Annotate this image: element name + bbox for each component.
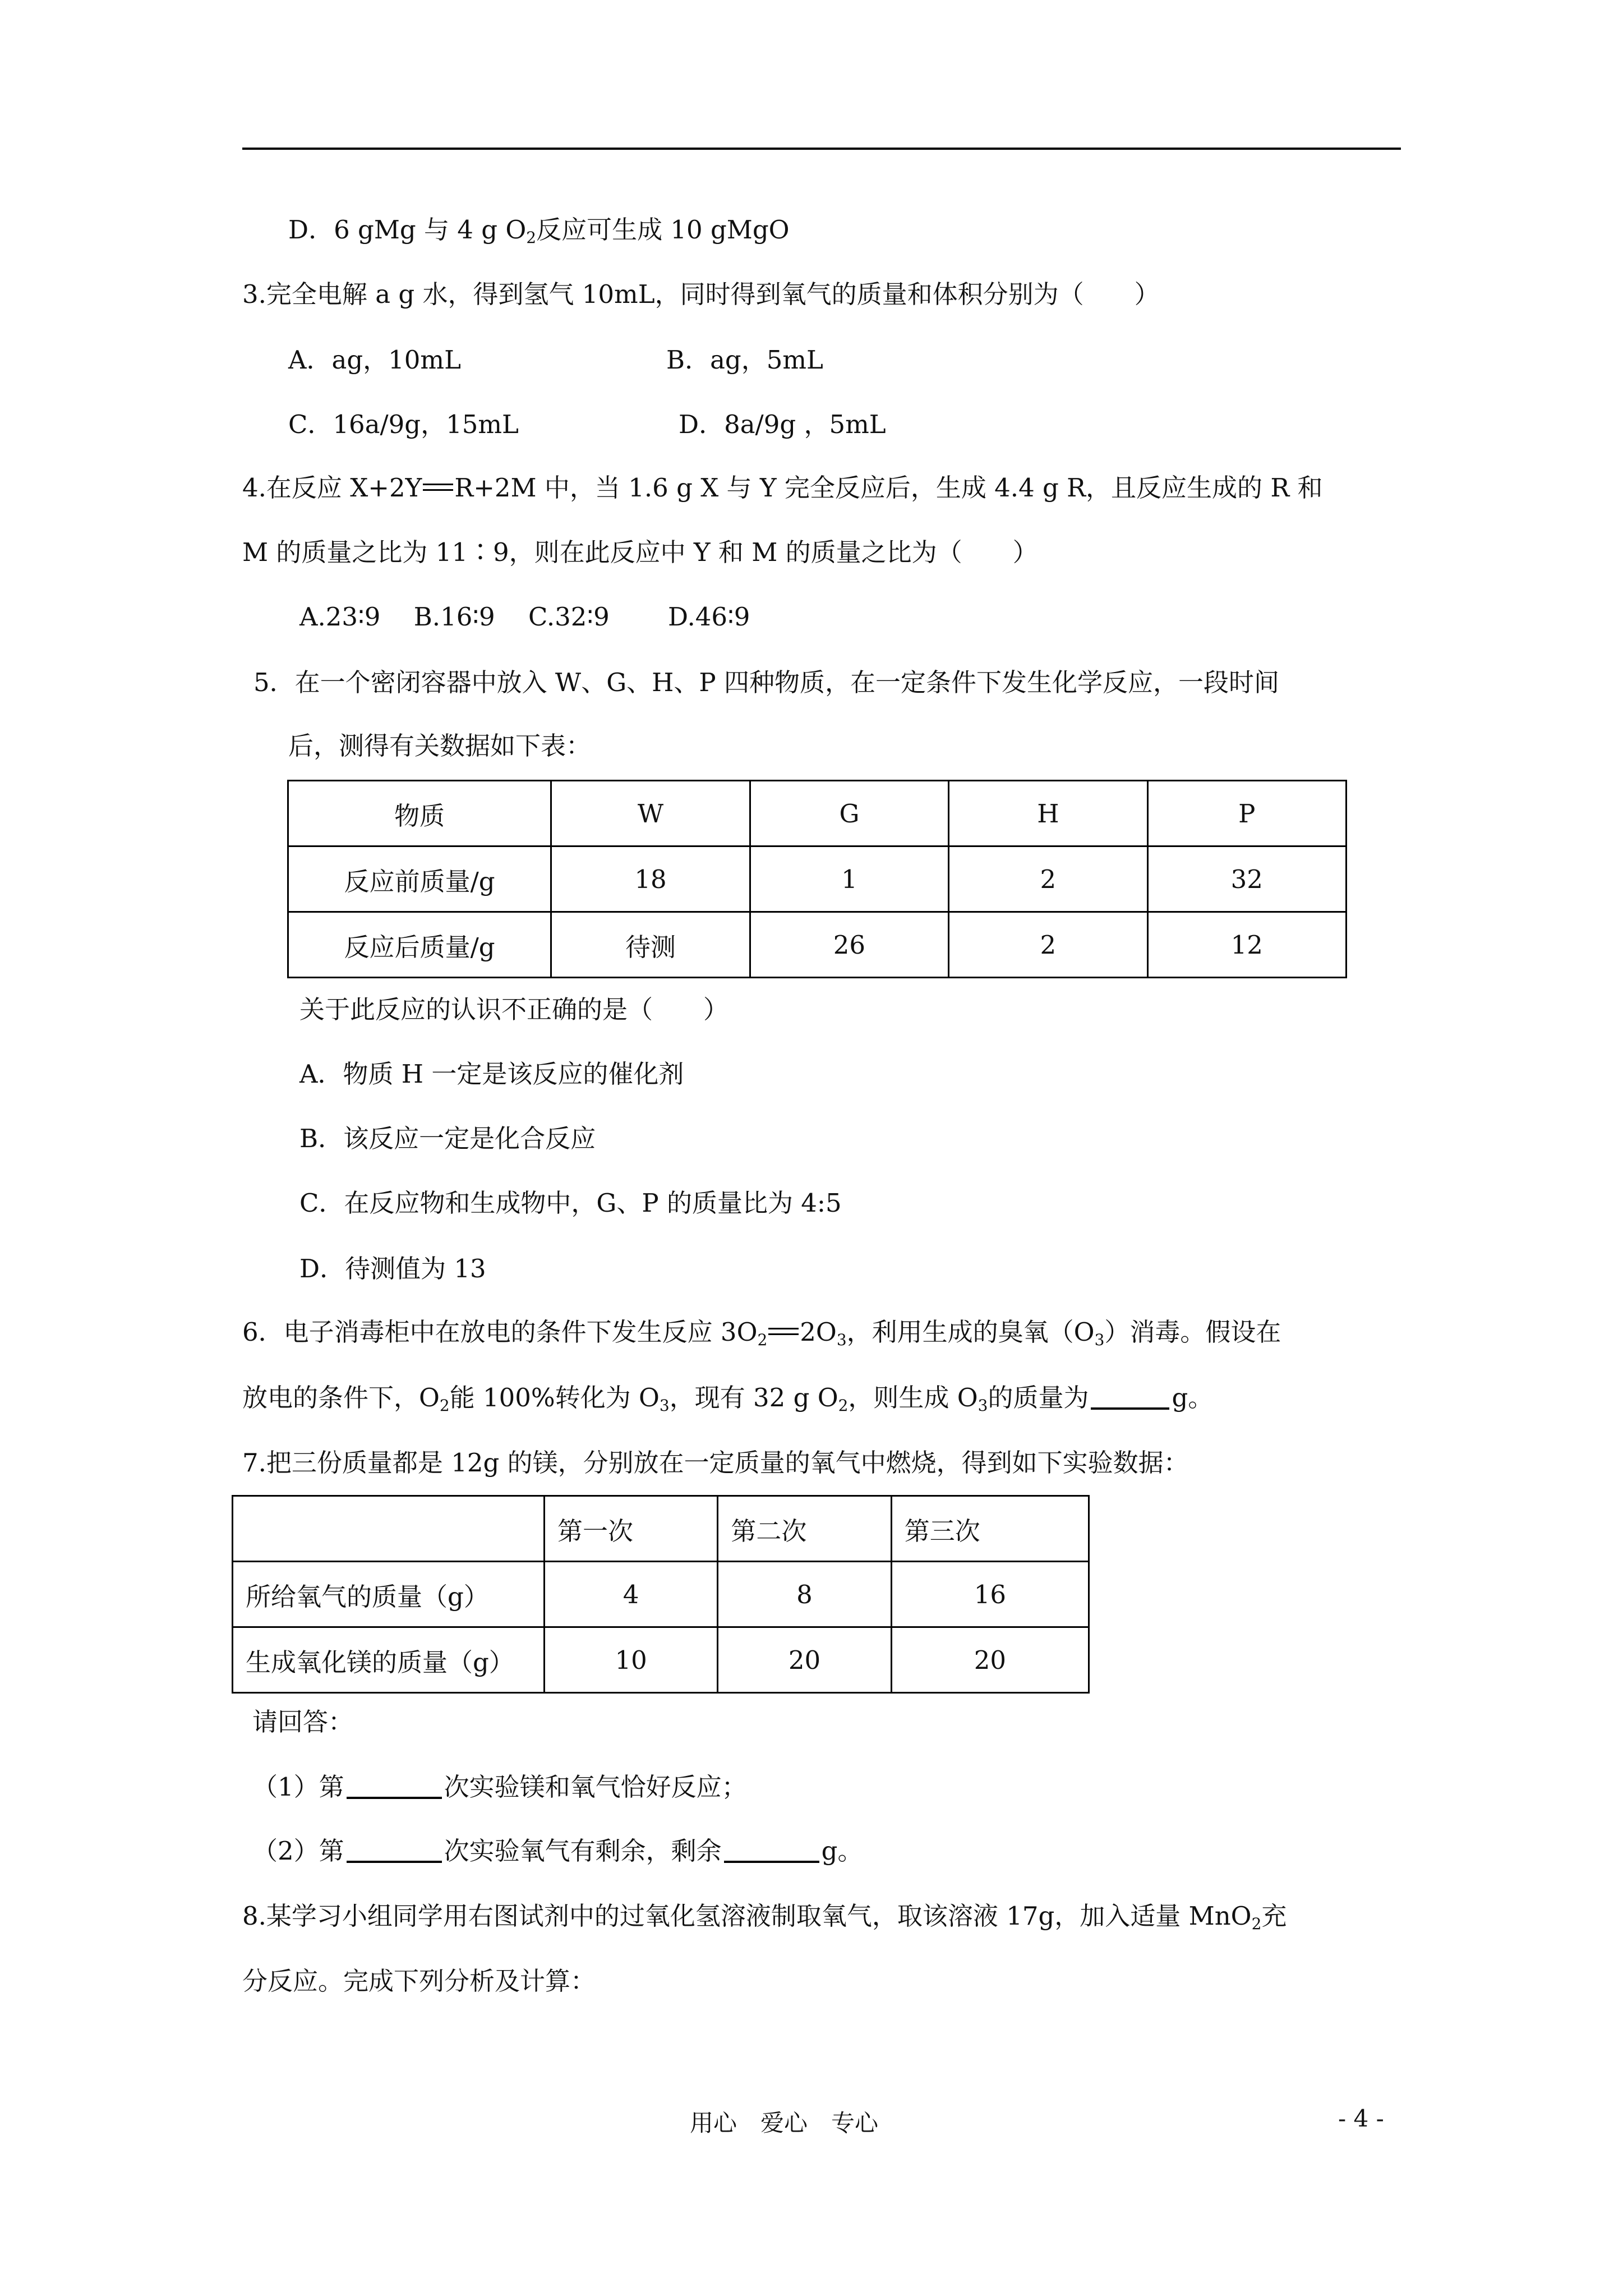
q7-table-header-row [233,1496,1089,1562]
page-number: - 4 - [1338,2105,1384,2132]
header-rule [242,148,1401,150]
table-cell: 生成氧化镁的质量（g） [233,1627,545,1693]
q6-sub: 2 [757,1331,768,1349]
table-cell: 32 [1147,846,1346,912]
table-cell: 待测 [551,912,750,978]
q7-text: 次实验氧气有剩余，剩余 [444,1836,722,1866]
q7-header-cell [233,1496,545,1562]
q5-table-header-row [288,781,1347,846]
q8-line2: 分反应。完成下列分析及计算： [242,1966,596,1996]
answer-blank[interactable] [724,1836,819,1863]
q6-text: 的质量为 [988,1383,1089,1412]
q3-option-c: C．16a/9g，15mL [288,409,519,439]
table-cell: 18 [551,846,750,912]
q6-line1 [242,1315,1281,1349]
q4-line1 [242,471,1323,505]
table-row [233,1562,1089,1627]
q6-text: 放电的条件下，O [242,1383,440,1412]
q6-text: ）消毒。假设在 [1104,1317,1281,1347]
q8-text: 充 [1261,1901,1287,1931]
table-cell: 反应后质量/g [288,912,551,978]
q5-header-cell: W [551,781,750,846]
q5-ask: 关于此反应的认识不正确的是（ ） [299,995,729,1024]
q5-header-cell: G [750,781,948,846]
q6-sub: 3 [1094,1331,1105,1349]
q8-text: 8.某学习小组同学用右图试剂中的过氧化氢溶液制取氧气，取该溶液 17g，加入适量 MnO [242,1901,1252,1931]
table-cell: 26 [750,912,948,978]
q8-line1 [242,1899,1287,1933]
q4-text-a: 4.在反应 X+2Y [242,473,422,503]
q6-text: 6．电子消毒柜中在放电的条件下发生反应 3O [242,1317,758,1347]
q4-options: A.23∶9 B.16∶9 C.32∶9 D.46∶9 [299,602,750,632]
q6-text: ，利用生成的臭氧（O [846,1317,1095,1347]
q5-line1: 5．在一个密闭容器中放入 W、G、H、P 四种物质，在一定条件下发生化学反应，一段时间 [253,668,1279,697]
table-cell: 12 [1147,912,1346,978]
q5-header-cell: H [949,781,1147,846]
q7-part1 [252,1770,747,1804]
table-cell: 所给氧气的质量（g） [233,1562,545,1627]
q6-text: ，则生成 O [848,1383,978,1412]
q5-option-d: D．待测值为 13 [299,1254,486,1283]
q5-option-b: B．该反应一定是化合反应 [299,1124,596,1153]
q3-option-a: A．ag，10mL [288,345,461,375]
table-cell: 4 [544,1562,717,1627]
q8-sub: 2 [1251,1915,1262,1933]
q6-text: g。 [1172,1383,1214,1412]
q5-option-a: A．物质 H 一定是该反应的催化剂 [299,1059,684,1089]
q7-header-cell: 第三次 [891,1496,1089,1562]
q5-option-c: C．在反应物和生成物中，G、P 的质量比为 4:5 [299,1188,842,1218]
q5-header-cell: P [1147,781,1346,846]
q7-text: 次实验镁和氧气恰好反应； [444,1772,747,1802]
q3-option-b: B．ag，5mL [666,345,823,375]
footer-motto: 用心 爱心 专心 [690,2109,879,2137]
q6-line2 [242,1381,1213,1415]
q6-sub: 2 [838,1396,849,1415]
q7-header-cell: 第一次 [544,1496,717,1562]
q7-text: （2）第 [252,1836,344,1866]
q7-ask: 请回答： [252,1707,354,1737]
answer-blank[interactable] [347,1772,442,1799]
q3-stem: 3.完全电解 a g 水，得到氢气 10mL，同时得到氧气的质量和体积分别为（ ） [242,279,1160,309]
table-cell: 16 [891,1562,1089,1627]
q7-part2 [252,1834,863,1868]
equals-arrow-icon [768,1328,799,1335]
table-cell: 20 [718,1627,891,1693]
q5-line2: 后，测得有关数据如下表： [288,731,592,761]
q7-text: g。 [821,1836,863,1866]
q6-sub: 3 [836,1331,847,1349]
q6-sub: 3 [659,1396,670,1415]
q7-table [232,1495,1090,1694]
q6-text: ，现有 32 g O [669,1383,838,1412]
q6-sub: 3 [978,1396,988,1415]
table-cell: 反应前质量/g [288,846,551,912]
q6-sub: 2 [439,1396,450,1415]
q4-line2: M 的质量之比为 11∶9，则在此反应中 Y 和 M 的质量之比为（ ） [242,537,1038,567]
table-cell: 10 [544,1627,717,1693]
table-row [288,912,1347,978]
q2d-sub: 2 [526,228,537,247]
q3-option-d: D．8a/9g ，5mL [679,409,886,439]
table-cell: 2 [949,912,1147,978]
equals-arrow-icon [423,484,453,491]
table-row [233,1627,1089,1693]
table-row [288,846,1347,912]
q2-option-d [288,213,790,247]
q2d-text-2: 反应可生成 10 gMgO [536,215,790,245]
q5-table [287,780,1347,978]
table-cell: 1 [750,846,948,912]
table-cell: 8 [718,1562,891,1627]
q4-text-b: R+2M 中，当 1.6 g X 与 Y 完全反应后，生成 4.4 g R，且反应生成的 R 和 [454,473,1323,503]
answer-blank[interactable] [1091,1383,1169,1410]
table-cell: 2 [949,846,1147,912]
q6-text: 2O [800,1317,837,1347]
q2d-text: D．6 gMg 与 4 g O [288,215,527,245]
table-cell: 20 [891,1627,1089,1693]
q7-text: （1）第 [252,1772,344,1802]
q7-header-cell: 第二次 [718,1496,891,1562]
q7-stem: 7.把三份质量都是 12g 的镁，分别放在一定质量的氧气中燃烧，得到如下实验数据： [242,1448,1189,1478]
answer-blank[interactable] [347,1836,442,1863]
q6-text: 能 100%转化为 O [449,1383,660,1412]
q5-header-cell: 物质 [288,781,551,846]
